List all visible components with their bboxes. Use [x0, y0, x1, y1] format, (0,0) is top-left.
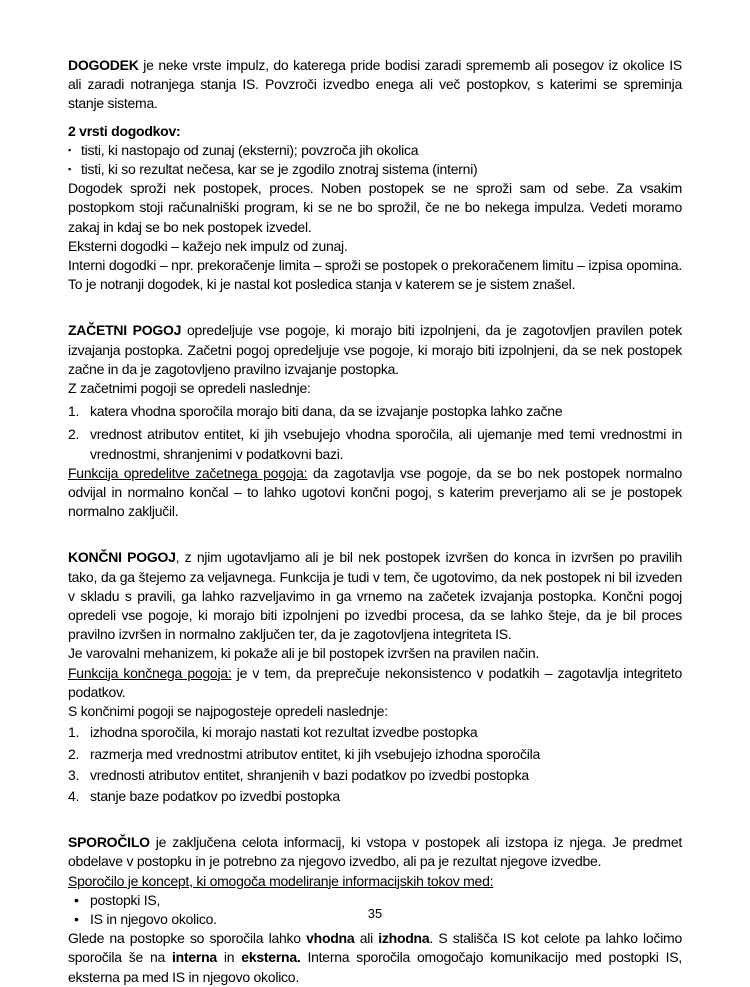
list-item — [68, 723, 682, 742]
list-item-text: razmerja med vrednostmi atributov entitet, ki jih vsebujejo izhodna sporočila — [90, 745, 540, 762]
round-bullet-icon: • — [74, 910, 79, 927]
page-number: 35 — [367, 906, 383, 921]
list-item-text: stanje baze podatkov po izvedbi postopka — [90, 787, 340, 804]
term-izhodna: izhodna — [378, 930, 430, 947]
term-sporocilo: SPOROČILO — [68, 834, 150, 851]
line-koncni-intro: S končnimi pogoji se najpogosteje opredeli naslednje: — [68, 703, 388, 720]
sporocilo-definition-text: je zaključena celota informacij, ki vstopa v postopek ali izstopa iz njega. Je predmet obdelave v postopku in je potrebno za njegovo izvedbo, ali pa je rezultat njegove izvedbe. — [68, 834, 682, 870]
koncni-conditions-list — [68, 723, 682, 806]
dogodek-definition-text: je neke vrste impulz, do katerega pride bodisi zaradi sprememb ali posegov iz okolice IS ali zaradi notranjega stanja IS. Povzroči izvedbo enega ali več postopkov, s katerimi se spreminja stanje sistema. — [68, 57, 682, 112]
list-item — [68, 425, 682, 463]
term-interna: interna — [172, 949, 217, 966]
list-number: 1. — [68, 724, 80, 741]
funkcija-zacetnega-text: da zagotavlja vse pogoje, da se bo nek postopek normalno odvijal in normalno končal – to lahko ugotovi končni pogoj, s katerim preverjamo ali se je postopek normalno zaključil. — [68, 464, 682, 520]
paragraph-dogodek-sprozi: Dogodek sproži nek postopek, proces. Noben postopek se ne sproži sam od sebe. Za vsakim postopkom stoji računalniški program, ki se ne bo sprožil, če ne bo nekega impulza. Vedeti moramo zakaj in kdaj se bo nek postopek izvedel. — [68, 180, 682, 235]
sporocilo-koncept-underlined: Sporočilo je koncept, ki omogoča modeliranje informacijskih tokov med: — [68, 872, 494, 889]
list-number: 3. — [68, 766, 80, 783]
event-types-list — [68, 141, 682, 179]
funkcija-zacetnega-label: Funkcija opredelitve začetnega pogoja: — [68, 464, 308, 481]
list-item — [68, 160, 682, 179]
list-item-text: tisti, ki so rezultat nečesa, kar se je zgodilo znotraj sistema (interni) — [81, 161, 478, 178]
paragraph-dogodek-definition — [68, 56, 682, 114]
subheading-vrsti-dogodkov: 2 vrsti dogodkov: — [68, 122, 181, 139]
koncni-pogoj-definition-text: , z njim ugotavljamo ali je bil nek postopek izvršen do konca in izvršen po pravilih tako, da ga štejemo za veljavnega. Funkcija je tudi v tem, če ugotovimo, da nek postopek ni bil izveden v skladu s pravili, ga lahko razveljavimo in ga vrnemo na začetek izvajanja postopka. Končni pogoj opredeli vse pogoje, ki morajo biti izpolnjeni po izvedbi procesa, da se lahko šteje, da je bil proces pravilno izvršen in normalno zaključen ter, da je zagotovljena integriteta IS. — [68, 549, 682, 643]
list-item-text: IS in njegovo okolico. — [90, 910, 217, 927]
closing-text-segment: ali — [354, 930, 379, 947]
list-item — [68, 766, 682, 785]
paragraph-funkcija-koncnega-pogoja — [68, 664, 682, 702]
list-item-text: izhodna sporočila, ki morajo nastati kot rezultat izvedbe postopka — [90, 724, 478, 741]
round-bullet-icon: • — [74, 891, 79, 908]
list-item — [68, 787, 682, 806]
square-bullet-icon: ▪ — [68, 144, 71, 155]
list-number: 2. — [68, 426, 80, 443]
line-zacetni-intro: Z začetnimi pogoji se opredeli naslednje: — [68, 380, 311, 397]
paragraph-sporocilo-definition — [68, 833, 682, 871]
closing-text-segment: . S stališča IS kot celote pa lahko ločimo sporočila še na — [68, 930, 682, 966]
paragraph-funkcija-zacetnega-pogoja — [68, 464, 682, 522]
list-number: 1. — [68, 403, 80, 420]
paragraph-sporocilo-vrste — [68, 929, 682, 987]
zacetni-pogoj-definition-text: opredeljuje vse pogoje, ki morajo biti izpolnjeni, da je zagotovljen pravilen potek izvajanja postopka. Začetni pogoj opredeljuje vse pogoje, ki morajo biti izpolnjeni, da se nek postopek začne in da je zagotovljeno pravilno izvajanje postopka. — [68, 322, 682, 377]
paragraph-zacetni-pogoj-definition — [68, 321, 682, 379]
closing-text-segment: in — [216, 949, 242, 966]
term-koncni-pogoj: KONČNI POGOJ — [68, 549, 176, 566]
list-item-text: vrednosti atributov entitet, shranjenih v bazi podatkov po izvedbi postopka — [90, 766, 529, 783]
line-eksterni-dogodki: Eksterni dogodki – kažejo nek impulz od zunaj. — [68, 237, 348, 254]
list-item-text: katera vhodna sporočila morajo biti dana, da se izvajanje postopka lahko začne — [90, 403, 563, 420]
list-item — [68, 402, 682, 421]
closing-text-segment: Interna sporočila omogočajo komunikacijo med postopki IS, eksterna pa med IS in njegovo okolico. — [68, 949, 682, 985]
list-item — [68, 141, 682, 160]
term-vhodna: vhodna — [306, 930, 355, 947]
paragraph-koncni-pogoj-definition — [68, 548, 682, 644]
square-bullet-icon: ▪ — [68, 164, 71, 175]
term-dogodek: DOGODEK — [68, 57, 139, 73]
line-sporocilo-koncept — [68, 872, 682, 891]
line-varovalni-mehanizem: Je varovalni mehanizem, ki pokaže ali je bil postopek izvršen na pravilen način. — [68, 645, 540, 662]
list-item-text: vrednost atributov entitet, ki jih vsebujejo vhodna sporočila, ali ujemanje med temi vrednostmi in vrednostmi, shranjenimi v podatkovni bazi. — [90, 426, 682, 462]
closing-text-segment: Glede na postopke so sporočila lahko — [68, 930, 307, 947]
list-item — [68, 745, 682, 764]
term-eksterna: eksterna. — [241, 949, 301, 966]
list-item-text: tisti, ki nastopajo od zunaj (eksterni); povzroča jih okolica — [81, 141, 419, 158]
funkcija-koncnega-text: je v tem, da preprečuje nekonsistenco v podatkih – zagotavlja integriteto podatkov. — [68, 664, 682, 700]
list-item-text: postopki IS, — [90, 891, 161, 908]
funkcija-koncnega-label: Funkcija končnega pogoja: — [68, 664, 232, 681]
paragraph-interni-dogodki: Interni dogodki – npr. prekoračenje limita – sproži se postopek o prekoračenem limitu – izpisa opomina. To je notranji dogodek, ki je nastal kot posledica stanja v katerem se je sistem znašel. — [68, 257, 682, 293]
list-number: 4. — [68, 787, 80, 804]
list-number: 2. — [68, 745, 80, 762]
term-zacetni-pogoj: ZAČETNI POGOJ — [68, 322, 182, 339]
zacetni-conditions-list — [68, 402, 682, 464]
